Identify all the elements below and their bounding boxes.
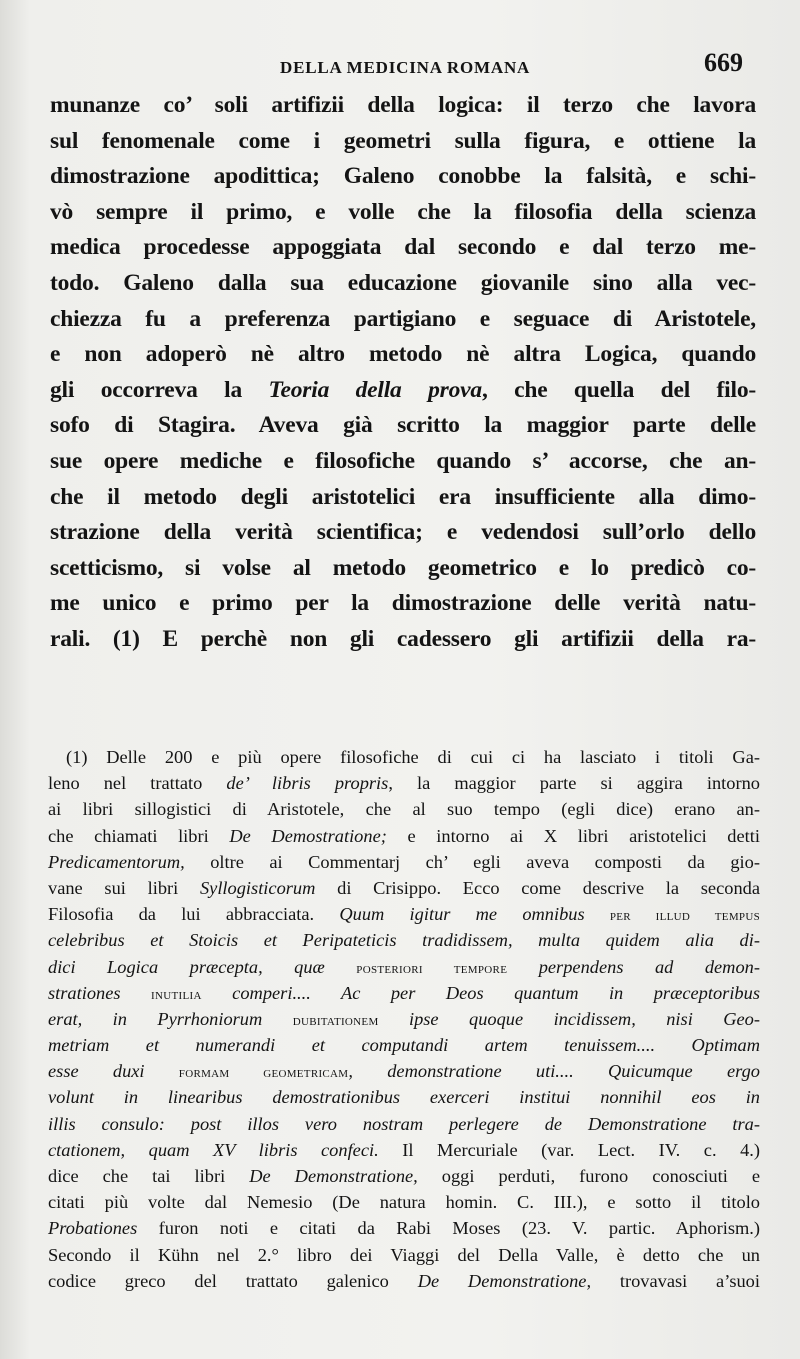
footnote-line: dice che tai libri De Demonstratione, oggi perduti, furono conosciuti e [48, 1166, 760, 1186]
italic-text: strationes [48, 982, 152, 1003]
footnote-line [48, 1032, 760, 1058]
footnote-line [48, 954, 760, 980]
footnote-line [48, 1084, 760, 1110]
italic-text: Quum igitur me omnibus [339, 904, 610, 925]
body-line: todo. Galeno dalla sua educazione giovanile sino alla vec- [50, 269, 756, 296]
footnote-line: (1) Delle 200 e più opere filosofiche di cui ci ha lasciato i titoli Ga- [66, 747, 760, 767]
footnote-line: vane sui libri Syllogisticorum di Crisippo. Ecco come descrive la seconda [48, 877, 760, 898]
italic-text: Probationes [48, 1218, 138, 1239]
body-line: sofo di Stagira. Aveva già scritto la maggior parte delle [50, 412, 756, 439]
body-line: strazione della verità scientifica; e vedendosi sull’orlo dello [50, 519, 756, 546]
page-header [0, 46, 800, 86]
italic-text: ctationem, quam XV libris confeci. [48, 1139, 379, 1160]
body-line: munanze co’ soli artifizii della logica: il terzo che lavora [50, 92, 756, 118]
body-line: chiezza fu a preferenza partigiano e seguace di Aristotele, [50, 305, 756, 332]
body-line: gli occorreva la Teoria della prova, che quella del filo- [50, 376, 756, 403]
main-text [50, 88, 756, 658]
small-caps-text: formam geometricam [178, 1065, 349, 1082]
italic-text: De Demostratione; [229, 825, 387, 846]
italic-text: Syllogisticorum [199, 877, 316, 898]
footnote-line [48, 1006, 760, 1032]
body-line: e non adoperò nè altro metodo nè altra Logica, quando [50, 341, 756, 368]
body-line: sul fenomenale come i geometri sulla figura, e ottiene la [50, 127, 756, 154]
italic-text: ipse quoque incidissem, nisi Geo- [378, 1008, 760, 1029]
footnote-line: ai libri sillogistici di Aristotele, che al suo tempo (egli dice) erano an- [48, 799, 760, 820]
italic-text: Teoria della prova [268, 376, 482, 403]
body-line: dimostrazione apodittica; Galeno conobbe la falsità, e schi- [50, 163, 756, 190]
italic-text: , demonstratione uti.... Quicumque ergo [348, 1061, 760, 1082]
footnote-line: Secondo il Kühn nel 2.° libro dei Viaggi del Della Valle, è detto che un [48, 1244, 760, 1265]
body-line: rali. (1) E perchè non gli cadessero gli artifizii della ra- [50, 625, 756, 652]
running-title: DELLA MEDICINA ROMANA [280, 58, 531, 77]
page-number: 669 [704, 48, 743, 77]
footnote-line: Predicamentorum, oltre ai Commentarj ch’ egli aveva composti da gio- [48, 851, 760, 872]
italic-text: de’ libris propris [226, 773, 389, 794]
small-caps-text: per illud tempus [609, 908, 760, 925]
body-line: me unico e primo per la dimostrazione delle verità natu- [50, 590, 756, 617]
footnote-line: codice greco del trattato galenico De Demonstratione, trovavasi a’suoi [48, 1270, 760, 1291]
footnote-line [48, 980, 760, 1006]
italic-text: De Demonstratione, [249, 1166, 418, 1186]
italic-text: esse duxi [48, 1061, 179, 1082]
small-caps-text: dubitationem [292, 1012, 379, 1029]
italic-text: comperi.... Ac per Deos quantum in præceptoribus [201, 982, 760, 1003]
italic-text: dici Logica præcepta, quæ [48, 956, 357, 977]
footnote-line: Filosofia da lui abbracciata. Quum igitur me omnibus per illud tempus [48, 904, 760, 925]
footnote-line [48, 1111, 760, 1137]
small-caps-text: inutilia [151, 986, 202, 1003]
body-line: che il metodo degli aristotelici era insufficiente alla dimo- [50, 483, 756, 510]
footnote-line: citati più volte dal Nemesio (De natura homin. C. III.), e sotto il titolo [48, 1192, 760, 1213]
italic-text: volunt in linearibus demostrationibus exerceri institui nonnihil eos in [48, 1087, 760, 1108]
footnote-line [48, 1058, 760, 1084]
body-line: vò sempre il primo, e volle che la filosofia della scienza [50, 198, 756, 225]
italic-text: De Demonstratione, [417, 1270, 592, 1291]
footnote-line: leno nel trattato de’ libris propris, la maggior parte si aggira intorno [48, 773, 760, 794]
footnote [48, 744, 760, 1294]
italic-text: metriam et numerandi et computandi artem tenuissem.... Optimam [48, 1035, 760, 1056]
body-line: scetticismo, si volse al metodo geometrico e lo predicò co- [50, 554, 756, 581]
italic-text: celebribus et Stoicis et Peripateticis tradidissem, multa quidem alia di- [48, 930, 760, 951]
body-line: sue opere mediche e filosofiche quando s’ accorse, che an- [50, 447, 756, 474]
italic-text: perpendens ad demon- [507, 956, 760, 977]
footnote-line: Probationes furon noti e citati da Rabi Moses (23. V. partic. Aphorism.) [48, 1218, 760, 1239]
italic-text: erat, in Pyrrhoniorum [48, 1008, 293, 1029]
italic-text: illis consulo: post illos vero nostram perlegere de Demonstratione tra- [48, 1113, 760, 1134]
italic-text: Predicamentorum, [48, 851, 185, 872]
small-caps-text: posteriori tempore [356, 960, 508, 977]
footnote-line: ctationem, quam XV libris confeci. Il Mercuriale (var. Lect. IV. c. 4.) [48, 1139, 760, 1160]
footnote-line: che chiamati libri De Demostratione; e intorno ai X libri aristotelici detti [48, 825, 760, 846]
body-line: medica procedesse appoggiata dal secondo e dal terzo me- [50, 234, 756, 261]
footnote-line [48, 927, 760, 953]
